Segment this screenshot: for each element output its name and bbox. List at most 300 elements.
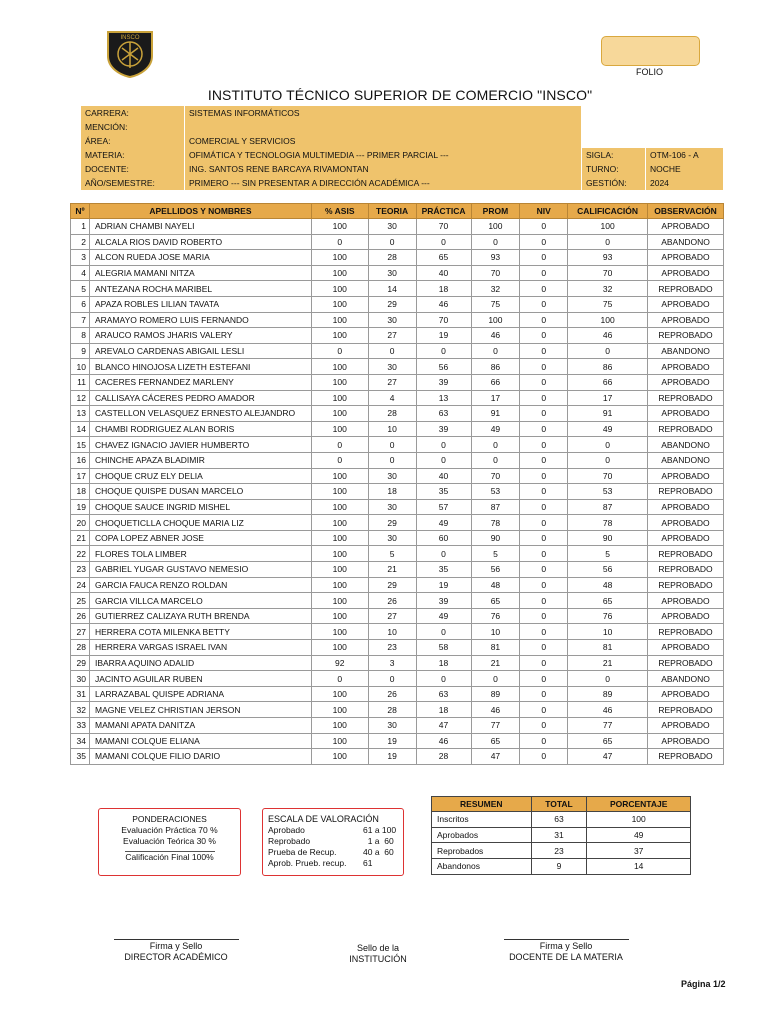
cell-calificacion: 86 [568, 359, 648, 375]
resumen-header: RESUMEN [432, 797, 532, 812]
ponderaciones-teorica: Evaluación Teórica 30 % [123, 836, 216, 846]
cell-calificacion: 90 [568, 530, 648, 546]
cell-num: 4 [71, 265, 90, 281]
cell-observacion: REPROBADO [648, 421, 724, 437]
cell-name: LARRAZABAL QUISPE ADRIANA [89, 686, 311, 702]
cell-observacion: APROBADO [648, 312, 724, 328]
table-row [71, 718, 724, 734]
cell-prom: 91 [471, 406, 520, 422]
table-row [71, 655, 724, 671]
cell-asis: 100 [311, 468, 368, 484]
cell-niv: 0 [520, 265, 568, 281]
cell-practica: 18 [416, 702, 471, 718]
cell-calificacion: 32 [568, 281, 648, 297]
cell-name: ANTEZANA ROCHA MARIBEL [89, 281, 311, 297]
cell-calificacion: 5 [568, 546, 648, 562]
table-row [71, 328, 724, 344]
table-row [71, 359, 724, 375]
cell-observacion: REPROBADO [648, 484, 724, 500]
cell-prom: 0 [471, 671, 520, 687]
cell-niv: 0 [520, 530, 568, 546]
cell-observacion: REPROBADO [648, 749, 724, 765]
cell-prom: 78 [471, 515, 520, 531]
cell-prom: 47 [471, 749, 520, 765]
cell-num: 12 [71, 390, 90, 406]
cell-observacion: APROBADO [648, 718, 724, 734]
cell-calificacion: 48 [568, 577, 648, 593]
cell-name: ARAUCO RAMOS JHARIS VALERY [89, 328, 311, 344]
cell-name: MAMANI COLQUE FILIO DARIO [89, 749, 311, 765]
cell-prom: 0 [471, 343, 520, 359]
cell-calificacion: 0 [568, 671, 648, 687]
cell-niv: 0 [520, 296, 568, 312]
cell-niv: 0 [520, 468, 568, 484]
col-header-practica: PRÁCTICA [416, 204, 471, 219]
cell-niv: 0 [520, 499, 568, 515]
cell-name: AREVALO CARDENAS ABIGAIL LESLI [89, 343, 311, 359]
cell-prom: 48 [471, 577, 520, 593]
cell-calificacion: 49 [568, 421, 648, 437]
cell-observacion: APROBADO [648, 640, 724, 656]
col-header-prom: PROM [471, 204, 520, 219]
cell-niv: 0 [520, 452, 568, 468]
cell-teoria: 4 [368, 390, 416, 406]
table-row [71, 515, 724, 531]
cell-num: 3 [71, 250, 90, 266]
cell-name: CHOQUE QUISPE DUSAN MARCELO [89, 484, 311, 500]
cell-calificacion: 17 [568, 390, 648, 406]
cell-calificacion: 76 [568, 608, 648, 624]
resumen-row: Abandonos 9 14 [432, 859, 691, 875]
cell-asis: 100 [311, 624, 368, 640]
cell-practica: 46 [416, 296, 471, 312]
cell-niv: 0 [520, 702, 568, 718]
cell-teoria: 30 [368, 265, 416, 281]
cell-prom: 70 [471, 265, 520, 281]
cell-calificacion: 65 [568, 593, 648, 609]
cell-practica: 47 [416, 718, 471, 734]
cell-niv: 0 [520, 733, 568, 749]
cell-practica: 49 [416, 608, 471, 624]
table-row [71, 640, 724, 656]
signature-docente: Firma y Sello DOCENTE DE LA MATERIA [502, 939, 630, 963]
cell-teoria: 5 [368, 546, 416, 562]
table-row [71, 749, 724, 765]
table-row [71, 437, 724, 453]
cell-practica: 0 [416, 234, 471, 250]
page-number: Página 1/2 [681, 979, 726, 989]
cell-calificacion: 56 [568, 562, 648, 578]
cell-observacion: APROBADO [648, 686, 724, 702]
table-row [71, 234, 724, 250]
cell-prom: 65 [471, 593, 520, 609]
cell-teoria: 29 [368, 577, 416, 593]
cell-prom: 17 [471, 390, 520, 406]
cell-teoria: 3 [368, 655, 416, 671]
cell-calificacion: 70 [568, 468, 648, 484]
cell-practica: 35 [416, 484, 471, 500]
cell-practica: 46 [416, 733, 471, 749]
cell-practica: 0 [416, 452, 471, 468]
cell-num: 22 [71, 546, 90, 562]
cell-asis: 100 [311, 686, 368, 702]
cell-num: 16 [71, 452, 90, 468]
table-row [71, 671, 724, 687]
folio-box [601, 36, 700, 66]
cell-observacion: APROBADO [648, 359, 724, 375]
cell-calificacion: 46 [568, 702, 648, 718]
cell-name: COPA LOPEZ ABNER JOSE [89, 530, 311, 546]
table-row [71, 265, 724, 281]
cell-teoria: 18 [368, 484, 416, 500]
signature-director: Firma y Sello DIRECTOR ACADÉMICO [112, 939, 240, 963]
cell-niv: 0 [520, 359, 568, 375]
cell-name: CHAMBI RODRIGUEZ ALAN BORIS [89, 421, 311, 437]
cell-calificacion: 91 [568, 406, 648, 422]
cell-name: CACERES FERNANDEZ MARLENY [89, 374, 311, 390]
cell-name: CHOQUETICLLA CHOQUE MARIA LIZ [89, 515, 311, 531]
cell-prom: 56 [471, 562, 520, 578]
cell-niv: 0 [520, 406, 568, 422]
resumen-header-row [432, 797, 691, 812]
cell-calificacion: 75 [568, 296, 648, 312]
table-row [71, 593, 724, 609]
cell-niv: 0 [520, 484, 568, 500]
cell-teoria: 0 [368, 452, 416, 468]
cell-prom: 86 [471, 359, 520, 375]
signature-line [114, 939, 239, 940]
cell-asis: 100 [311, 312, 368, 328]
resumen-row: Aprobados 31 49 [432, 827, 691, 843]
cell-practica: 70 [416, 219, 471, 235]
cell-name: ALEGRIA MAMANI NITZA [89, 265, 311, 281]
col-header-name: APELLIDOS Y NOMBRES [89, 204, 311, 219]
cell-name: CHOQUE CRUZ ELY DELIA [89, 468, 311, 484]
cell-niv: 0 [520, 390, 568, 406]
cell-niv: 0 [520, 281, 568, 297]
cell-calificacion: 0 [568, 343, 648, 359]
cell-asis: 100 [311, 281, 368, 297]
cell-niv: 0 [520, 562, 568, 578]
cell-name: MAMANI APATA DANITZA [89, 718, 311, 734]
cell-teoria: 26 [368, 593, 416, 609]
cell-practica: 70 [416, 312, 471, 328]
folio-label: FOLIO [636, 67, 664, 77]
cell-niv: 0 [520, 624, 568, 640]
cell-niv: 0 [520, 219, 568, 235]
cell-name: MAMANI COLQUE ELIANA [89, 733, 311, 749]
cell-teoria: 30 [368, 530, 416, 546]
cell-asis: 100 [311, 530, 368, 546]
cell-name: CALLISAYA CÁCERES PEDRO AMADOR [89, 390, 311, 406]
cell-asis: 100 [311, 250, 368, 266]
cell-practica: 18 [416, 281, 471, 297]
cell-prom: 46 [471, 702, 520, 718]
table-row [71, 406, 724, 422]
cell-calificacion: 77 [568, 718, 648, 734]
cell-num: 30 [71, 671, 90, 687]
cell-asis: 100 [311, 374, 368, 390]
cell-prom: 21 [471, 655, 520, 671]
cell-prom: 77 [471, 718, 520, 734]
cell-asis: 100 [311, 546, 368, 562]
cell-asis: 0 [311, 437, 368, 453]
table-row [71, 421, 724, 437]
cell-teoria: 28 [368, 250, 416, 266]
cell-observacion: APROBADO [648, 406, 724, 422]
page-title: INSTITUTO TÉCNICO SUPERIOR DE COMERCIO "INSCO" [207, 87, 593, 103]
cell-num: 31 [71, 686, 90, 702]
cell-asis: 100 [311, 718, 368, 734]
table-row [71, 562, 724, 578]
cell-asis: 0 [311, 452, 368, 468]
cell-niv: 0 [520, 749, 568, 765]
cell-asis: 100 [311, 390, 368, 406]
cell-teoria: 30 [368, 219, 416, 235]
cell-num: 17 [71, 468, 90, 484]
table-row [71, 374, 724, 390]
ponderaciones-practica: Evaluación Práctica 70 % [121, 825, 218, 835]
cell-teoria: 0 [368, 671, 416, 687]
cell-observacion: APROBADO [648, 265, 724, 281]
cell-asis: 100 [311, 702, 368, 718]
table-row [71, 468, 724, 484]
cell-num: 27 [71, 624, 90, 640]
cell-niv: 0 [520, 312, 568, 328]
cell-observacion: APROBADO [648, 219, 724, 235]
cell-teoria: 0 [368, 437, 416, 453]
cell-calificacion: 66 [568, 374, 648, 390]
cell-practica: 65 [416, 250, 471, 266]
cell-practica: 63 [416, 686, 471, 702]
grades-table [70, 203, 724, 765]
cell-asis: 0 [311, 671, 368, 687]
resumen-row: Inscritos 63 100 [432, 812, 691, 828]
cell-niv: 0 [520, 640, 568, 656]
cell-observacion: APROBADO [648, 593, 724, 609]
cell-asis: 100 [311, 421, 368, 437]
cell-practica: 40 [416, 468, 471, 484]
cell-name: GUTIERREZ CALIZAYA RUTH BRENDA [89, 608, 311, 624]
cell-prom: 10 [471, 624, 520, 640]
cell-practica: 0 [416, 437, 471, 453]
cell-num: 32 [71, 702, 90, 718]
cell-asis: 100 [311, 484, 368, 500]
cell-num: 24 [71, 577, 90, 593]
cell-observacion: APROBADO [648, 608, 724, 624]
cell-practica: 13 [416, 390, 471, 406]
cell-name: JACINTO AGUILAR RUBEN [89, 671, 311, 687]
table-row [71, 624, 724, 640]
cell-observacion: REPROBADO [648, 390, 724, 406]
cell-num: 1 [71, 219, 90, 235]
cell-asis: 100 [311, 733, 368, 749]
cell-niv: 0 [520, 234, 568, 250]
cell-observacion: APROBADO [648, 515, 724, 531]
cell-num: 5 [71, 281, 90, 297]
cell-name: ALCALA RIOS DAVID ROBERTO [89, 234, 311, 250]
cell-niv: 0 [520, 686, 568, 702]
resumen-row: Reprobados 23 37 [432, 843, 691, 859]
cell-observacion: REPROBADO [648, 562, 724, 578]
col-header-asis: % ASIS [311, 204, 368, 219]
cell-prom: 65 [471, 733, 520, 749]
cell-teoria: 23 [368, 640, 416, 656]
cell-practica: 18 [416, 655, 471, 671]
table-row [71, 702, 724, 718]
cell-calificacion: 93 [568, 250, 648, 266]
cell-practica: 57 [416, 499, 471, 515]
cell-num: 15 [71, 437, 90, 453]
cell-prom: 93 [471, 250, 520, 266]
cell-calificacion: 0 [568, 437, 648, 453]
table-row [71, 733, 724, 749]
cell-teoria: 27 [368, 374, 416, 390]
cell-practica: 19 [416, 577, 471, 593]
cell-asis: 100 [311, 296, 368, 312]
total-header: TOTAL [531, 797, 587, 812]
col-header-niv: NIV [520, 204, 568, 219]
cell-name: APAZA ROBLES LILIAN TAVATA [89, 296, 311, 312]
cell-calificacion: 0 [568, 452, 648, 468]
cell-name: ARAMAYO ROMERO LUIS FERNANDO [89, 312, 311, 328]
cell-teoria: 30 [368, 718, 416, 734]
cell-asis: 100 [311, 359, 368, 375]
cell-practica: 0 [416, 624, 471, 640]
cell-niv: 0 [520, 671, 568, 687]
cell-teoria: 19 [368, 749, 416, 765]
insco-logo [104, 28, 156, 78]
table-row [71, 484, 724, 500]
cell-practica: 56 [416, 359, 471, 375]
cell-observacion: REPROBADO [648, 577, 724, 593]
cell-prom: 70 [471, 468, 520, 484]
cell-num: 21 [71, 530, 90, 546]
cell-observacion: ABANDONO [648, 671, 724, 687]
cell-teoria: 27 [368, 608, 416, 624]
cell-teoria: 29 [368, 515, 416, 531]
cell-calificacion: 21 [568, 655, 648, 671]
col-header-calificacion: CALIFICACIÓN [568, 204, 648, 219]
signature-line [504, 939, 629, 940]
cell-niv: 0 [520, 655, 568, 671]
cell-calificacion: 70 [568, 265, 648, 281]
cell-practica: 40 [416, 265, 471, 281]
escala-row: Reprobado 1 a 60 [268, 836, 394, 846]
cell-num: 25 [71, 593, 90, 609]
cell-num: 26 [71, 608, 90, 624]
cell-calificacion: 100 [568, 312, 648, 328]
cell-name: CHINCHE APAZA BLADIMIR [89, 452, 311, 468]
table-row [71, 312, 724, 328]
cell-name: CHOQUE SAUCE INGRID MISHEL [89, 499, 311, 515]
cell-observacion: REPROBADO [648, 281, 724, 297]
ponderaciones-box [98, 808, 241, 876]
cell-observacion: ABANDONO [648, 452, 724, 468]
table-row [71, 499, 724, 515]
cell-num: 35 [71, 749, 90, 765]
table-row [71, 390, 724, 406]
escala-row: Prueba de Recup. 40 a 60 [268, 847, 394, 857]
cell-calificacion: 78 [568, 515, 648, 531]
cell-observacion: REPROBADO [648, 702, 724, 718]
signature-sello: Sello de la INSTITUCIÓN [349, 943, 407, 964]
cell-observacion: ABANDONO [648, 437, 724, 453]
cell-niv: 0 [520, 546, 568, 562]
cell-teoria: 0 [368, 343, 416, 359]
cell-prom: 0 [471, 234, 520, 250]
cell-prom: 53 [471, 484, 520, 500]
cell-prom: 5 [471, 546, 520, 562]
cell-prom: 75 [471, 296, 520, 312]
col-header-observacion: OBSERVACIÓN [648, 204, 724, 219]
svg-text:INSCO: INSCO [120, 35, 140, 41]
table-row [71, 281, 724, 297]
cell-niv: 0 [520, 374, 568, 390]
cell-asis: 100 [311, 499, 368, 515]
cell-observacion: REPROBADO [648, 624, 724, 640]
cell-observacion: APROBADO [648, 468, 724, 484]
cell-name: CASTELLON VELASQUEZ ERNESTO ALEJANDRO [89, 406, 311, 422]
cell-practica: 0 [416, 546, 471, 562]
escala-row: Aprob. Prueb. recup. 61 [268, 858, 373, 868]
cell-calificacion: 87 [568, 499, 648, 515]
cell-observacion: REPROBADO [648, 655, 724, 671]
col-header-num: Nº [71, 204, 90, 219]
cell-practica: 35 [416, 562, 471, 578]
cell-num: 13 [71, 406, 90, 422]
table-row [71, 343, 724, 359]
cell-name: GABRIEL YUGAR GUSTAVO NEMESIO [89, 562, 311, 578]
cell-name: ALCON RUEDA JOSE MARIA [89, 250, 311, 266]
cell-num: 6 [71, 296, 90, 312]
cell-prom: 90 [471, 530, 520, 546]
cell-practica: 58 [416, 640, 471, 656]
cell-observacion: ABANDONO [648, 343, 724, 359]
cell-num: 33 [71, 718, 90, 734]
cell-num: 10 [71, 359, 90, 375]
escala-title: ESCALA DE VALORACIÓN [268, 814, 379, 824]
cell-teoria: 10 [368, 421, 416, 437]
porcentaje-header: PORCENTAJE [587, 797, 691, 812]
cell-prom: 81 [471, 640, 520, 656]
cell-practica: 19 [416, 328, 471, 344]
cell-asis: 100 [311, 328, 368, 344]
table-row [71, 577, 724, 593]
cell-niv: 0 [520, 343, 568, 359]
cell-prom: 32 [471, 281, 520, 297]
cell-observacion: ABANDONO [648, 234, 724, 250]
escala-box [262, 808, 404, 876]
table-row [71, 452, 724, 468]
cell-calificacion: 46 [568, 328, 648, 344]
cell-calificacion: 10 [568, 624, 648, 640]
cell-teoria: 10 [368, 624, 416, 640]
cell-asis: 100 [311, 265, 368, 281]
cell-calificacion: 100 [568, 219, 648, 235]
cell-asis: 0 [311, 343, 368, 359]
cell-num: 19 [71, 499, 90, 515]
cell-niv: 0 [520, 437, 568, 453]
cell-niv: 0 [520, 328, 568, 344]
table-row [71, 250, 724, 266]
cell-name: HERRERA VARGAS ISRAEL IVAN [89, 640, 311, 656]
cell-prom: 46 [471, 328, 520, 344]
col-header-teoria: TEORIA [368, 204, 416, 219]
cell-calificacion: 0 [568, 234, 648, 250]
cell-practica: 0 [416, 343, 471, 359]
cell-teoria: 28 [368, 406, 416, 422]
